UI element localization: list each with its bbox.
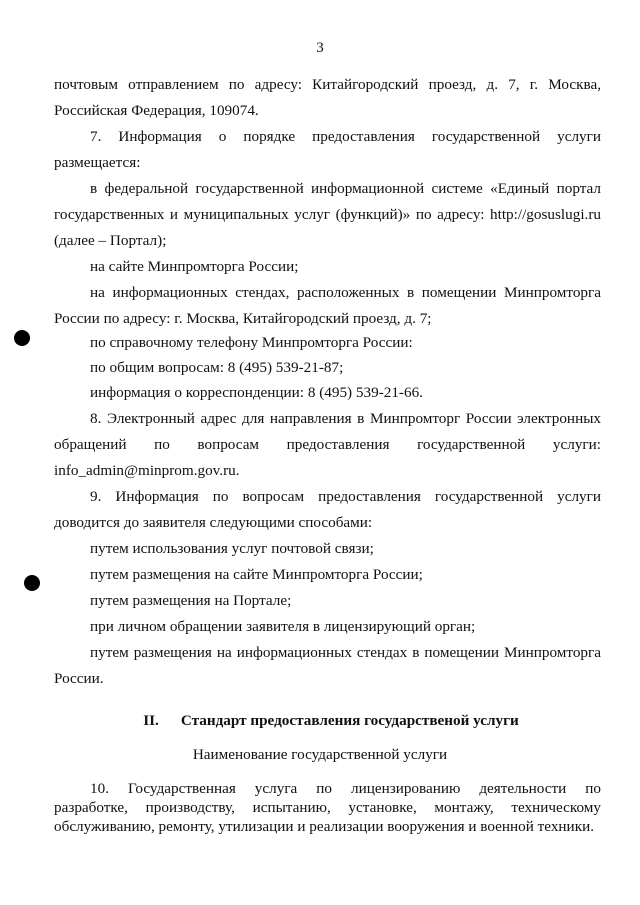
text-line: информация о корреспонденции: 8 (495) 539-21-66. xyxy=(90,384,423,401)
text-line: 9. Информация по вопросам предоставления государственной услуги xyxy=(90,488,601,505)
paragraph-personal-visit xyxy=(54,614,601,640)
text-line: размещается: xyxy=(54,154,141,171)
email-text: info_admin@minprom.gov.ru. xyxy=(54,462,240,479)
paragraph-stands-placement xyxy=(54,640,601,692)
section-subheading: Наименование государственной услуги xyxy=(192,746,448,763)
text-line: 10. Государственная услуга по лицензированию деятельности по xyxy=(90,780,601,797)
text-line: по общим вопросам: 8 (495) 539-21-87; xyxy=(90,359,344,376)
text-line: почтовым отправлением по адресу: Китайгородский проезд, д. 7, г. Москва, xyxy=(54,76,601,93)
paragraph-postal-service xyxy=(54,536,601,562)
text-line: путем размещения на информационных стендах в помещении Минпромторга xyxy=(90,644,601,661)
paragraph-8 xyxy=(54,406,601,484)
paragraph-7 xyxy=(54,124,601,176)
text-line: обслуживанию, ремонту, утилизации и реализации вооружения и военной техники. xyxy=(54,818,594,835)
paragraph-9 xyxy=(54,484,601,536)
text-line: путем использования услуг почтовой связи; xyxy=(90,540,374,557)
text-line: путем размещения на Портале; xyxy=(90,592,292,609)
section-number: II. xyxy=(143,712,159,729)
hole-punch-top xyxy=(14,330,30,346)
paragraph-site xyxy=(54,254,601,280)
text-line: 8. Электронный адрес для направления в Минпромторг России электронных xyxy=(90,410,601,427)
text-line: (далее – Портал); xyxy=(54,232,167,249)
paragraph-stands xyxy=(54,280,601,332)
section-heading xyxy=(0,708,640,734)
paragraph-correspondence-phone xyxy=(54,380,601,406)
text-line: по справочному телефону Минпромторга России: xyxy=(90,334,413,351)
text-line: доводится до заявителя следующими способами: xyxy=(54,514,373,531)
text-line: на сайте Минпромторга России; xyxy=(90,258,299,275)
text-line: в федеральной государственной информационной системе «Единый портал xyxy=(90,180,601,197)
section-title: Стандарт предоставления государственой услуги xyxy=(180,712,519,729)
hole-punch-bottom xyxy=(24,575,40,591)
text-line: при личном обращении заявителя в лицензирующий орган; xyxy=(90,618,476,635)
paragraph-phone xyxy=(54,330,601,356)
text-line: 7. Информация о порядке предоставления государственной услуги xyxy=(90,128,601,145)
text-line: России по адресу: г. Москва, Китайгородский проезд, д. 7; xyxy=(54,310,432,327)
paragraph-portal-placement xyxy=(54,588,601,614)
text-line: разработке, производству, испытанию, установке, монтажу, техническому xyxy=(54,799,601,816)
text-line: на информационных стендах, расположенных в помещении Минпромторга xyxy=(90,284,601,301)
paragraph-site-placement xyxy=(54,562,601,588)
page-number: 3 xyxy=(316,40,324,56)
text-line: обращений по вопросам предоставления государственной услуги: xyxy=(54,436,601,453)
paragraph-general-phone xyxy=(54,355,601,381)
text-line: путем размещения на сайте Минпромторга России; xyxy=(90,566,423,583)
text-line: России. xyxy=(54,670,104,687)
text-line: Российская Федерация, 109074. xyxy=(54,102,259,119)
text-line: государственных и муниципальных услуг (функций)» по адресу: http://gosuslugi.ru xyxy=(54,206,601,223)
paragraph-10 xyxy=(54,779,601,836)
paragraph-portal xyxy=(54,176,601,254)
paragraph-postal-address xyxy=(54,72,601,124)
